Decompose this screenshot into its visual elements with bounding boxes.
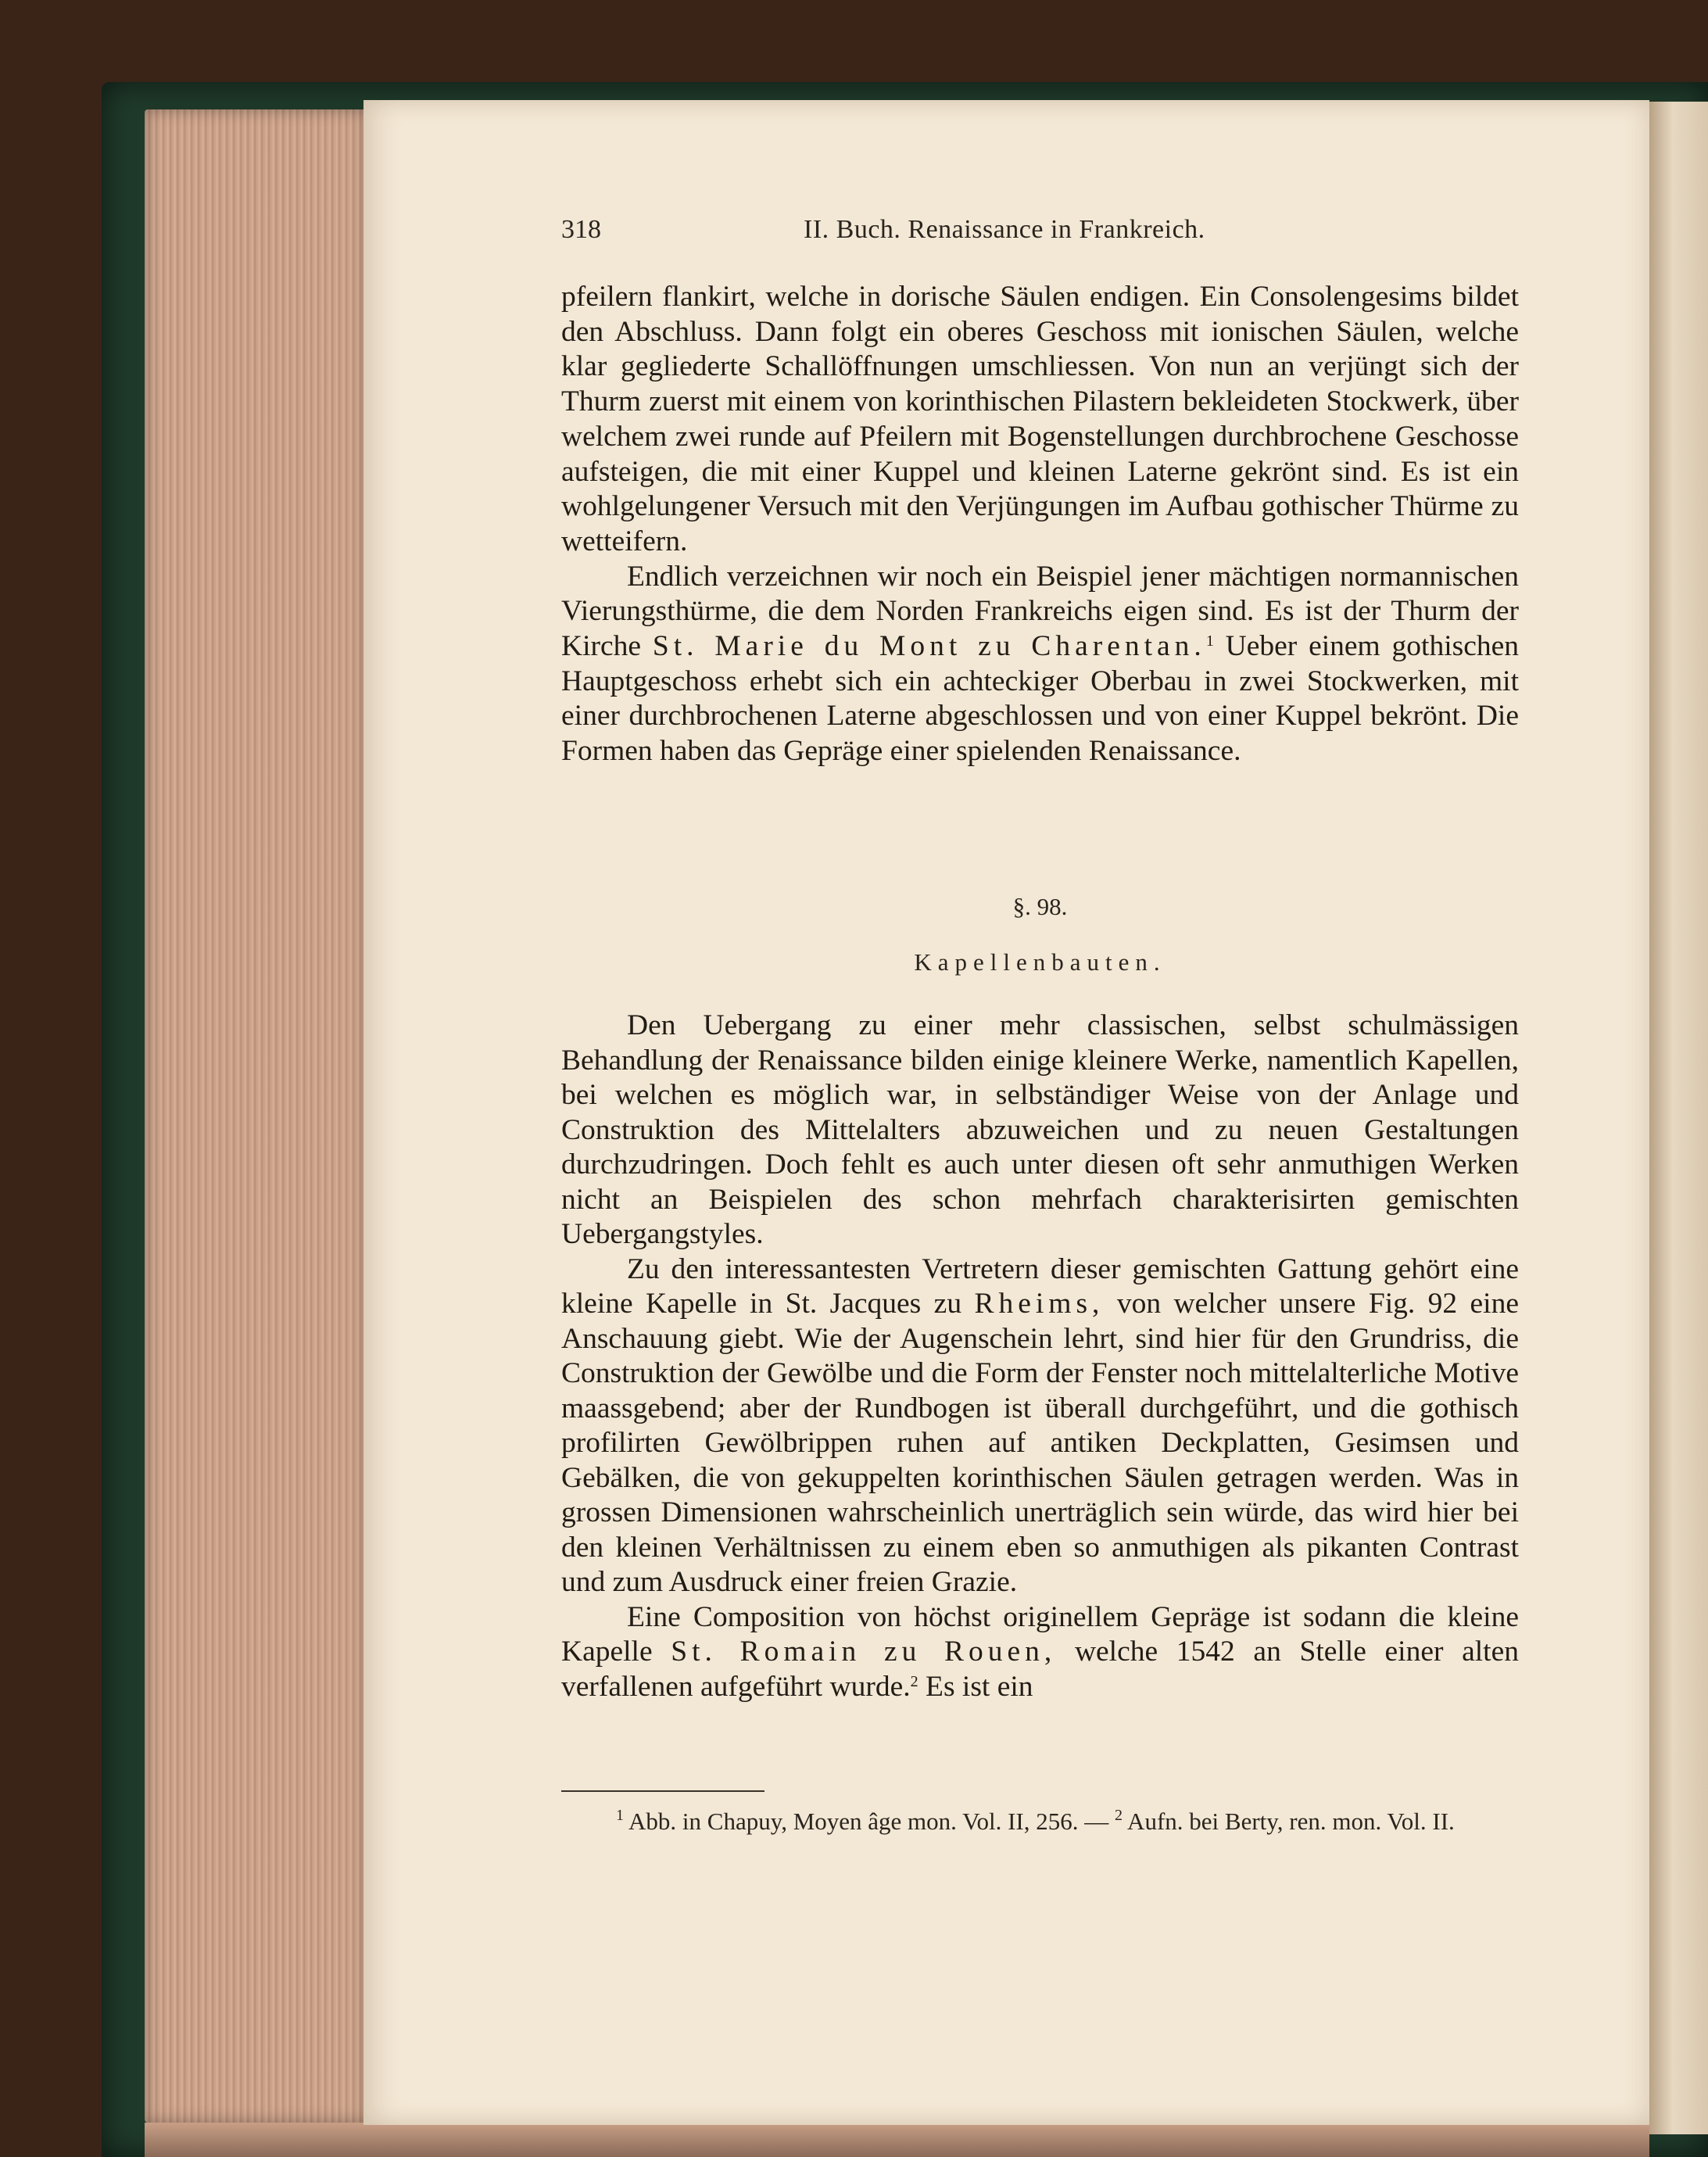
footnote-1: Abb. in Chapuy, Moyen âge mon. Vol. II, 256. — (624, 1808, 1115, 1835)
footnotes (561, 1808, 1519, 1836)
paragraph-rouen (561, 1600, 1519, 1705)
paragraph-continued: pfeilern flankirt, welche in dorische Säulen endigen. Ein Consolengesims bildet den Abschluss. Dann folgt ein oberes Geschoss mit ionischen Säulen, welche klar gegliederte Schallöffnungen umschliessen. Von nun an verjüngt sich der Thurm zuerst mit einem von korinthischen Pilastern bekleideten Stockwerk, über welchem zwei runde auf Pfeilern mit Bogenstellungen durchbrochene Geschosse aufsteigen, die mit einer Kuppel und kleinen Laterne gekrönt sind. Es ist ein wohlgelungener Versuch mit den Verjüngungen im Aufbau gothischer Thürme zu wetteifern. (561, 281, 1519, 557)
footnote-text (561, 1808, 1519, 1836)
place-name-spaced: Rheims, (974, 1288, 1105, 1320)
running-head (561, 215, 1519, 254)
running-head-title: II. Buch. Renaissance in Frankreich. (804, 215, 1205, 244)
place-name-spaced: St. Marie du Mont zu Charentan. (652, 630, 1206, 663)
page-number: 318 (561, 215, 601, 244)
footnote-mark: 1 (616, 1807, 624, 1824)
paragraph-uebergang: Den Uebergang zu einer mehr classischen, selbst schulmässigen Behandlung der Renaissance bilden einige kleinere Werke, namentlich Kapellen, bei welchen es möglich war, in selbständiger Weise von der Anlage und Construktion des Mittelalters abzuweichen und zu neuen Gestaltungen durchzudringen. Doch fehlt es auch unter diesen oft sehr anmuthigen Werken nicht an Beispielen des schon mehrfach charakterisirten gemischten Uebergangstyles. (561, 1009, 1519, 1250)
paragraph-text: Ueber einem gothischen Hauptgeschoss erhebt sich ein achteckiger Oberbau in zwei Stockwerken, mit einer durchbrochenen Laterne abgeschlossen und von einer Kuppel bekrönt. Die Formen haben das Gepräge einer spielenden Renaissance. (561, 630, 1519, 768)
paragraph-text: von welcher unsere Fig. 92 eine Anschauung giebt. Wie der Augenschein lehrt, sind hier für den Grundriss, die Construktion der Gewölbe und die Form der Fenster noch mittelalterliche Motive maassgebend; aber der Rundbogen ist überall durchgeführt, und die gothisch profilirten Gewölbrippen ruhen auf antiken Deckplatten, Gesimsen und Gebälken, die von gekuppelten korinthischen Säulen getragen werden. Was in grossen Dimensionen wahrscheinlich unerträglich sein würde, das wird hier bei den kleinen Verhältnissen zu einem eben so anmuthigen als pikanten Contrast und zum Ausdruck einer freien Grazie. (561, 1288, 1519, 1598)
paragraph-rheims (561, 1252, 1519, 1600)
facing-page-edge (1649, 102, 1708, 2134)
paragraph-tower-charentan (561, 560, 1519, 769)
page-edges (145, 109, 367, 2123)
paragraph-text: Zu den interessantesten Vertretern dieser gemischten Gattung gehört eine kleine Kapelle in St. Jacques zu (561, 1252, 1519, 1320)
bottom-page-edge (145, 2123, 1649, 2157)
footnote-2: Aufn. bei Berty, ren. mon. Vol. II. (1123, 1808, 1455, 1835)
footnote-mark: 1 (1205, 632, 1214, 650)
paragraph-text: Es ist ein (918, 1670, 1033, 1703)
paragraph-text: welche 1542 an Stelle einer alten verfallenen aufgeführt wurde. (561, 1636, 1519, 1703)
paragraph-text: Endlich verzeichnen wir noch ein Beispiel jener mächtigen normannischen Vierungsthürme, die dem Norden Frankreichs eigen sind. Es ist der Thurm der Kirche (561, 560, 1519, 663)
paragraph-text: Eine Composition von höchst originellem Gepräge ist sodann die kleine Kapelle (561, 1600, 1519, 1668)
footnote-mark: 2 (1115, 1807, 1123, 1824)
body-text-top (561, 280, 1519, 769)
footnote-rule (561, 1790, 764, 1792)
body-text-bottom (561, 1009, 1519, 1704)
footnote-mark: 2 (910, 1672, 918, 1690)
section-title: Kapellenbauten. (914, 948, 1166, 976)
place-name-spaced: St. Romain zu Rouen, (671, 1636, 1057, 1668)
section-number: §. 98. (1012, 893, 1068, 920)
